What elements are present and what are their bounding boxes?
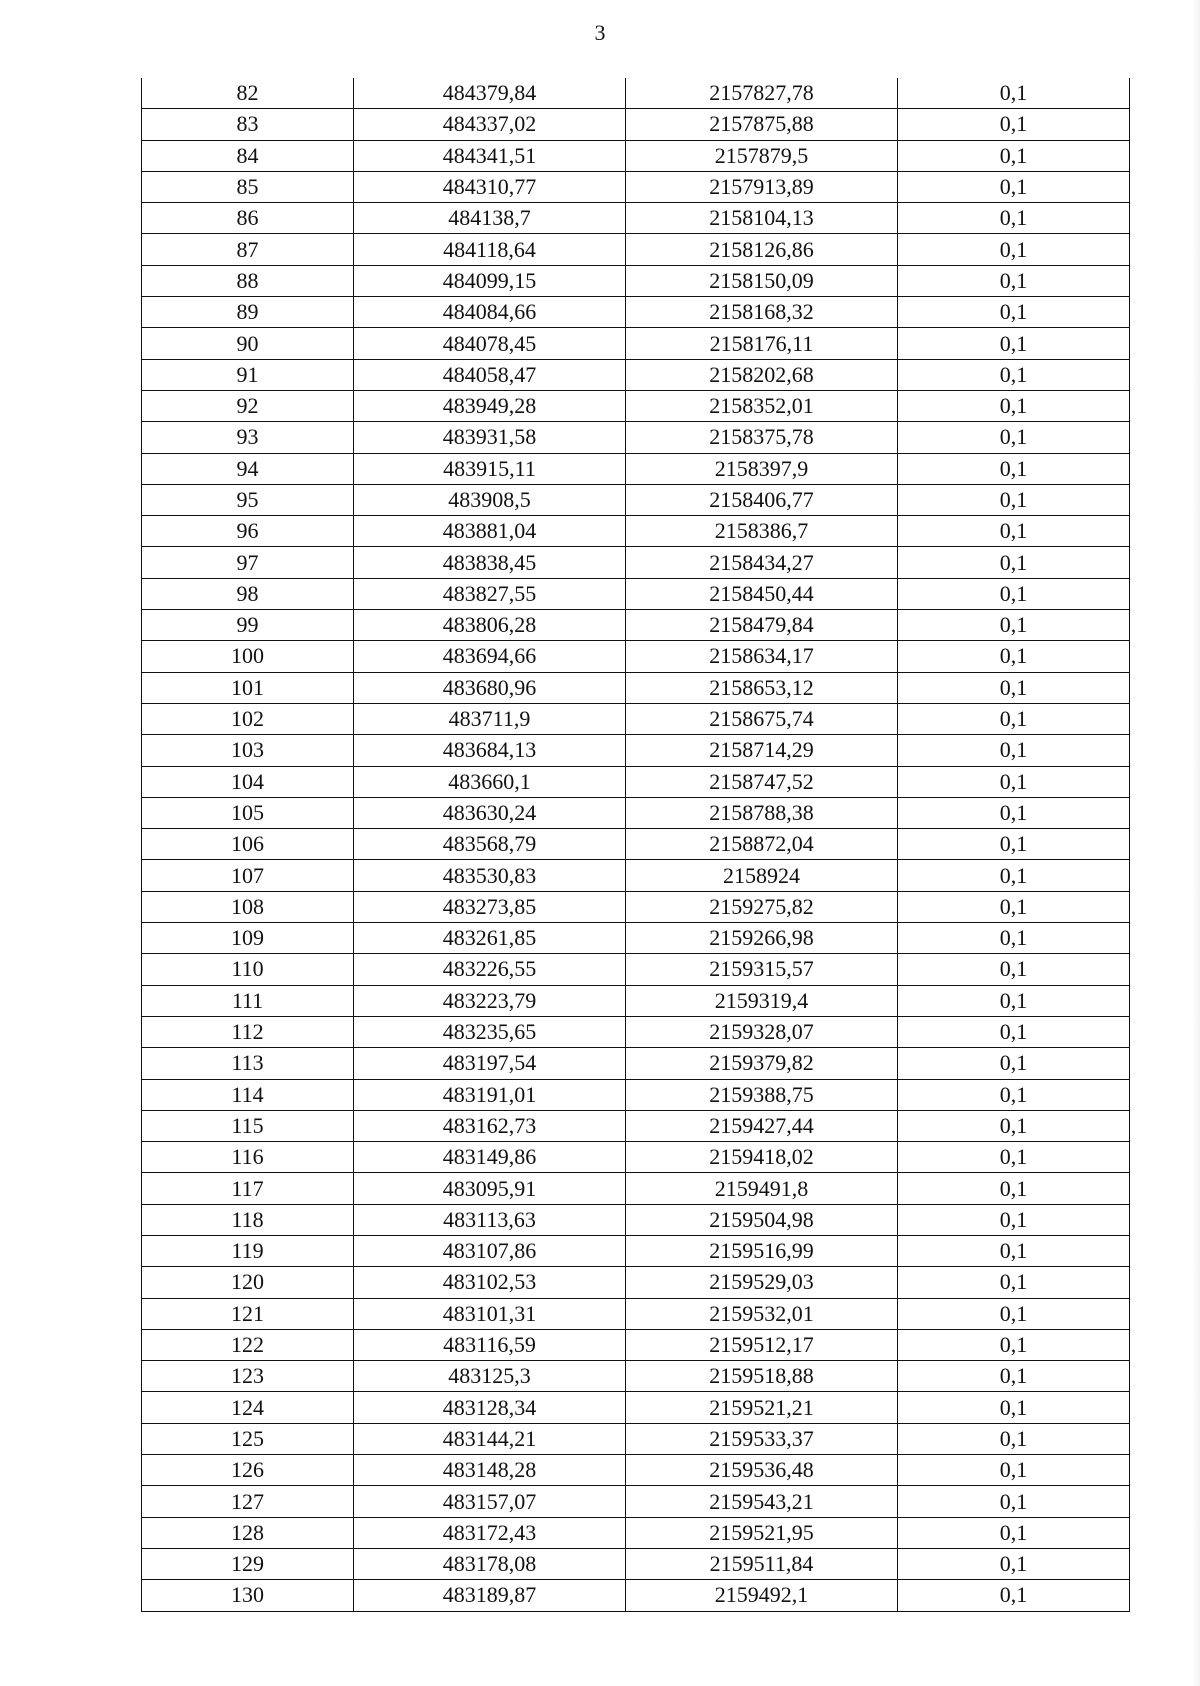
x-coordinate-cell: 483162,73 (354, 1110, 626, 1141)
accuracy-cell: 0,1 (898, 1392, 1130, 1423)
table-row (142, 140, 1130, 171)
table-row (142, 297, 1130, 328)
x-coordinate-cell: 483149,86 (354, 1142, 626, 1173)
x-coordinate-cell: 483680,96 (354, 672, 626, 703)
table-row (142, 1329, 1130, 1360)
table-row (142, 265, 1130, 296)
point-number-cell: 91 (142, 359, 354, 390)
y-coordinate-cell: 2158386,7 (626, 516, 898, 547)
point-number-cell: 130 (142, 1580, 354, 1611)
point-number-cell: 94 (142, 453, 354, 484)
point-number-cell: 121 (142, 1298, 354, 1329)
accuracy-cell: 0,1 (898, 547, 1130, 578)
y-coordinate-cell: 2158653,12 (626, 672, 898, 703)
x-coordinate-cell: 483148,28 (354, 1455, 626, 1486)
point-number-cell: 100 (142, 641, 354, 672)
x-coordinate-cell: 484058,47 (354, 359, 626, 390)
x-coordinate-cell: 484337,02 (354, 109, 626, 140)
y-coordinate-cell: 2158675,74 (626, 703, 898, 734)
x-coordinate-cell: 483172,43 (354, 1517, 626, 1548)
point-number-cell: 101 (142, 672, 354, 703)
table-row (142, 672, 1130, 703)
y-coordinate-cell: 2159504,98 (626, 1204, 898, 1235)
accuracy-cell: 0,1 (898, 140, 1130, 171)
x-coordinate-cell: 483235,65 (354, 1016, 626, 1047)
table-row (142, 453, 1130, 484)
x-coordinate-cell: 483226,55 (354, 954, 626, 985)
accuracy-cell: 0,1 (898, 1517, 1130, 1548)
x-coordinate-cell: 483949,28 (354, 390, 626, 421)
x-coordinate-cell: 483915,11 (354, 453, 626, 484)
point-number-cell: 95 (142, 484, 354, 515)
accuracy-cell: 0,1 (898, 1110, 1130, 1141)
point-number-cell: 108 (142, 891, 354, 922)
accuracy-cell: 0,1 (898, 1204, 1130, 1235)
y-coordinate-cell: 2159266,98 (626, 923, 898, 954)
y-coordinate-cell: 2158924 (626, 860, 898, 891)
x-coordinate-cell: 483144,21 (354, 1423, 626, 1454)
table-row (142, 1580, 1130, 1611)
y-coordinate-cell: 2159516,99 (626, 1235, 898, 1266)
table-row (142, 985, 1130, 1016)
table-row (142, 578, 1130, 609)
accuracy-cell: 0,1 (898, 1079, 1130, 1110)
accuracy-cell: 0,1 (898, 422, 1130, 453)
x-coordinate-cell: 484118,64 (354, 234, 626, 265)
y-coordinate-cell: 2159319,4 (626, 985, 898, 1016)
point-number-cell: 90 (142, 328, 354, 359)
table-row (142, 1423, 1130, 1454)
point-number-cell: 125 (142, 1423, 354, 1454)
accuracy-cell: 0,1 (898, 766, 1130, 797)
y-coordinate-cell: 2159388,75 (626, 1079, 898, 1110)
y-coordinate-cell: 2158397,9 (626, 453, 898, 484)
point-number-cell: 84 (142, 140, 354, 171)
x-coordinate-cell: 484138,7 (354, 203, 626, 234)
accuracy-cell: 0,1 (898, 829, 1130, 860)
y-coordinate-cell: 2158872,04 (626, 829, 898, 860)
accuracy-cell: 0,1 (898, 797, 1130, 828)
point-number-cell: 116 (142, 1142, 354, 1173)
x-coordinate-cell: 483931,58 (354, 422, 626, 453)
accuracy-cell: 0,1 (898, 516, 1130, 547)
point-number-cell: 88 (142, 265, 354, 296)
table-row (142, 516, 1130, 547)
table-row (142, 1517, 1130, 1548)
y-coordinate-cell: 2159521,21 (626, 1392, 898, 1423)
y-coordinate-cell: 2158375,78 (626, 422, 898, 453)
table-row (142, 109, 1130, 140)
coordinates-table (141, 78, 1130, 1612)
x-coordinate-cell: 483128,34 (354, 1392, 626, 1423)
table-row (142, 1110, 1130, 1141)
accuracy-cell: 0,1 (898, 171, 1130, 202)
x-coordinate-cell: 483881,04 (354, 516, 626, 547)
x-coordinate-cell: 483694,66 (354, 641, 626, 672)
y-coordinate-cell: 2159529,03 (626, 1267, 898, 1298)
y-coordinate-cell: 2158126,86 (626, 234, 898, 265)
accuracy-cell: 0,1 (898, 1267, 1130, 1298)
x-coordinate-cell: 483125,3 (354, 1361, 626, 1392)
y-coordinate-cell: 2158406,77 (626, 484, 898, 515)
y-coordinate-cell: 2159492,1 (626, 1580, 898, 1611)
accuracy-cell: 0,1 (898, 234, 1130, 265)
point-number-cell: 118 (142, 1204, 354, 1235)
point-number-cell: 89 (142, 297, 354, 328)
y-coordinate-cell: 2158434,27 (626, 547, 898, 578)
point-number-cell: 124 (142, 1392, 354, 1423)
table-row (142, 1267, 1130, 1298)
y-coordinate-cell: 2158202,68 (626, 359, 898, 390)
y-coordinate-cell: 2159427,44 (626, 1110, 898, 1141)
y-coordinate-cell: 2158352,01 (626, 390, 898, 421)
table-row (142, 703, 1130, 734)
point-number-cell: 115 (142, 1110, 354, 1141)
x-coordinate-cell: 483660,1 (354, 766, 626, 797)
accuracy-cell: 0,1 (898, 1016, 1130, 1047)
table-row (142, 1392, 1130, 1423)
x-coordinate-cell: 483838,45 (354, 547, 626, 578)
point-number-cell: 127 (142, 1486, 354, 1517)
y-coordinate-cell: 2158450,44 (626, 578, 898, 609)
table-row (142, 1361, 1130, 1392)
table-row (142, 797, 1130, 828)
x-coordinate-cell: 484310,77 (354, 171, 626, 202)
y-coordinate-cell: 2159521,95 (626, 1517, 898, 1548)
point-number-cell: 96 (142, 516, 354, 547)
point-number-cell: 111 (142, 985, 354, 1016)
point-number-cell: 113 (142, 1048, 354, 1079)
x-coordinate-cell: 483827,55 (354, 578, 626, 609)
y-coordinate-cell: 2159543,21 (626, 1486, 898, 1517)
table-row (142, 1173, 1130, 1204)
accuracy-cell: 0,1 (898, 985, 1130, 1016)
accuracy-cell: 0,1 (898, 1142, 1130, 1173)
accuracy-cell: 0,1 (898, 328, 1130, 359)
table-row (142, 390, 1130, 421)
y-coordinate-cell: 2159328,07 (626, 1016, 898, 1047)
accuracy-cell: 0,1 (898, 1548, 1130, 1579)
x-coordinate-cell: 483223,79 (354, 985, 626, 1016)
point-number-cell: 103 (142, 735, 354, 766)
point-number-cell: 122 (142, 1329, 354, 1360)
x-coordinate-cell: 483191,01 (354, 1079, 626, 1110)
point-number-cell: 117 (142, 1173, 354, 1204)
table-row (142, 422, 1130, 453)
x-coordinate-cell: 484099,15 (354, 265, 626, 296)
y-coordinate-cell: 2159511,84 (626, 1548, 898, 1579)
point-number-cell: 129 (142, 1548, 354, 1579)
accuracy-cell: 0,1 (898, 484, 1130, 515)
point-number-cell: 123 (142, 1361, 354, 1392)
y-coordinate-cell: 2158634,17 (626, 641, 898, 672)
table-row (142, 328, 1130, 359)
y-coordinate-cell: 2159533,37 (626, 1423, 898, 1454)
accuracy-cell: 0,1 (898, 1423, 1130, 1454)
point-number-cell: 109 (142, 923, 354, 954)
accuracy-cell: 0,1 (898, 735, 1130, 766)
x-coordinate-cell: 483102,53 (354, 1267, 626, 1298)
accuracy-cell: 0,1 (898, 891, 1130, 922)
accuracy-cell: 0,1 (898, 265, 1130, 296)
table-row (142, 735, 1130, 766)
table-row (142, 234, 1130, 265)
table-row (142, 610, 1130, 641)
point-number-cell: 106 (142, 829, 354, 860)
x-coordinate-cell: 483568,79 (354, 829, 626, 860)
y-coordinate-cell: 2158479,84 (626, 610, 898, 641)
y-coordinate-cell: 2159532,01 (626, 1298, 898, 1329)
table-row (142, 1455, 1130, 1486)
y-coordinate-cell: 2158714,29 (626, 735, 898, 766)
x-coordinate-cell: 483908,5 (354, 484, 626, 515)
table-row (142, 1235, 1130, 1266)
x-coordinate-cell: 484341,51 (354, 140, 626, 171)
x-coordinate-cell: 483101,31 (354, 1298, 626, 1329)
table-row (142, 78, 1130, 109)
table-row (142, 1298, 1130, 1329)
y-coordinate-cell: 2159418,02 (626, 1142, 898, 1173)
point-number-cell: 104 (142, 766, 354, 797)
accuracy-cell: 0,1 (898, 578, 1130, 609)
table-row (142, 860, 1130, 891)
accuracy-cell: 0,1 (898, 1455, 1130, 1486)
accuracy-cell: 0,1 (898, 860, 1130, 891)
point-number-cell: 128 (142, 1517, 354, 1548)
accuracy-cell: 0,1 (898, 703, 1130, 734)
accuracy-cell: 0,1 (898, 1298, 1130, 1329)
accuracy-cell: 0,1 (898, 203, 1130, 234)
point-number-cell: 92 (142, 390, 354, 421)
y-coordinate-cell: 2157879,5 (626, 140, 898, 171)
accuracy-cell: 0,1 (898, 390, 1130, 421)
x-coordinate-cell: 483116,59 (354, 1329, 626, 1360)
accuracy-cell: 0,1 (898, 923, 1130, 954)
accuracy-cell: 0,1 (898, 1329, 1130, 1360)
x-coordinate-cell: 483197,54 (354, 1048, 626, 1079)
x-coordinate-cell: 484084,66 (354, 297, 626, 328)
y-coordinate-cell: 2159275,82 (626, 891, 898, 922)
table-row (142, 171, 1130, 202)
point-number-cell: 102 (142, 703, 354, 734)
point-number-cell: 82 (142, 78, 354, 109)
y-coordinate-cell: 2157875,88 (626, 109, 898, 140)
table-row (142, 829, 1130, 860)
accuracy-cell: 0,1 (898, 1173, 1130, 1204)
table-row (142, 766, 1130, 797)
table-row (142, 203, 1130, 234)
point-number-cell: 98 (142, 578, 354, 609)
point-number-cell: 112 (142, 1016, 354, 1047)
table-row (142, 954, 1130, 985)
accuracy-cell: 0,1 (898, 641, 1130, 672)
point-number-cell: 99 (142, 610, 354, 641)
y-coordinate-cell: 2157827,78 (626, 78, 898, 109)
table-row (142, 484, 1130, 515)
x-coordinate-cell: 483273,85 (354, 891, 626, 922)
point-number-cell: 110 (142, 954, 354, 985)
table-row (142, 1486, 1130, 1517)
y-coordinate-cell: 2158104,13 (626, 203, 898, 234)
accuracy-cell: 0,1 (898, 672, 1130, 703)
x-coordinate-cell: 483095,91 (354, 1173, 626, 1204)
x-coordinate-cell: 483113,63 (354, 1204, 626, 1235)
accuracy-cell: 0,1 (898, 1580, 1130, 1611)
y-coordinate-cell: 2159379,82 (626, 1048, 898, 1079)
point-number-cell: 119 (142, 1235, 354, 1266)
point-number-cell: 93 (142, 422, 354, 453)
accuracy-cell: 0,1 (898, 954, 1130, 985)
x-coordinate-cell: 483189,87 (354, 1580, 626, 1611)
table-row (142, 923, 1130, 954)
point-number-cell: 120 (142, 1267, 354, 1298)
table-row (142, 891, 1130, 922)
x-coordinate-cell: 483157,07 (354, 1486, 626, 1517)
accuracy-cell: 0,1 (898, 1486, 1130, 1517)
point-number-cell: 87 (142, 234, 354, 265)
accuracy-cell: 0,1 (898, 453, 1130, 484)
accuracy-cell: 0,1 (898, 610, 1130, 641)
x-coordinate-cell: 483261,85 (354, 923, 626, 954)
table-row (142, 1142, 1130, 1173)
table-row (142, 1048, 1130, 1079)
point-number-cell: 85 (142, 171, 354, 202)
point-number-cell: 86 (142, 203, 354, 234)
accuracy-cell: 0,1 (898, 359, 1130, 390)
x-coordinate-cell: 483806,28 (354, 610, 626, 641)
y-coordinate-cell: 2158150,09 (626, 265, 898, 296)
accuracy-cell: 0,1 (898, 297, 1130, 328)
x-coordinate-cell: 483107,86 (354, 1235, 626, 1266)
y-coordinate-cell: 2159512,17 (626, 1329, 898, 1360)
accuracy-cell: 0,1 (898, 78, 1130, 109)
x-coordinate-cell: 483178,08 (354, 1548, 626, 1579)
y-coordinate-cell: 2159315,57 (626, 954, 898, 985)
y-coordinate-cell: 2159536,48 (626, 1455, 898, 1486)
point-number-cell: 126 (142, 1455, 354, 1486)
table-row (142, 1548, 1130, 1579)
x-coordinate-cell: 483530,83 (354, 860, 626, 891)
x-coordinate-cell: 484078,45 (354, 328, 626, 359)
x-coordinate-cell: 483684,13 (354, 735, 626, 766)
table-row (142, 547, 1130, 578)
point-number-cell: 97 (142, 547, 354, 578)
y-coordinate-cell: 2158176,11 (626, 328, 898, 359)
table-row (142, 1079, 1130, 1110)
y-coordinate-cell: 2159518,88 (626, 1361, 898, 1392)
accuracy-cell: 0,1 (898, 109, 1130, 140)
y-coordinate-cell: 2158788,38 (626, 797, 898, 828)
x-coordinate-cell: 483630,24 (354, 797, 626, 828)
point-number-cell: 114 (142, 1079, 354, 1110)
point-number-cell: 107 (142, 860, 354, 891)
accuracy-cell: 0,1 (898, 1361, 1130, 1392)
y-coordinate-cell: 2157913,89 (626, 171, 898, 202)
table-row (142, 1016, 1130, 1047)
table-row (142, 359, 1130, 390)
y-coordinate-cell: 2159491,8 (626, 1173, 898, 1204)
point-number-cell: 83 (142, 109, 354, 140)
scan-edge (1192, 0, 1200, 1686)
coordinates-table-body (142, 78, 1130, 1611)
x-coordinate-cell: 483711,9 (354, 703, 626, 734)
y-coordinate-cell: 2158747,52 (626, 766, 898, 797)
table-row (142, 641, 1130, 672)
page-number: 3 (594, 20, 606, 45)
accuracy-cell: 0,1 (898, 1235, 1130, 1266)
accuracy-cell: 0,1 (898, 1048, 1130, 1079)
x-coordinate-cell: 484379,84 (354, 78, 626, 109)
point-number-cell: 105 (142, 797, 354, 828)
y-coordinate-cell: 2158168,32 (626, 297, 898, 328)
table-row (142, 1204, 1130, 1235)
